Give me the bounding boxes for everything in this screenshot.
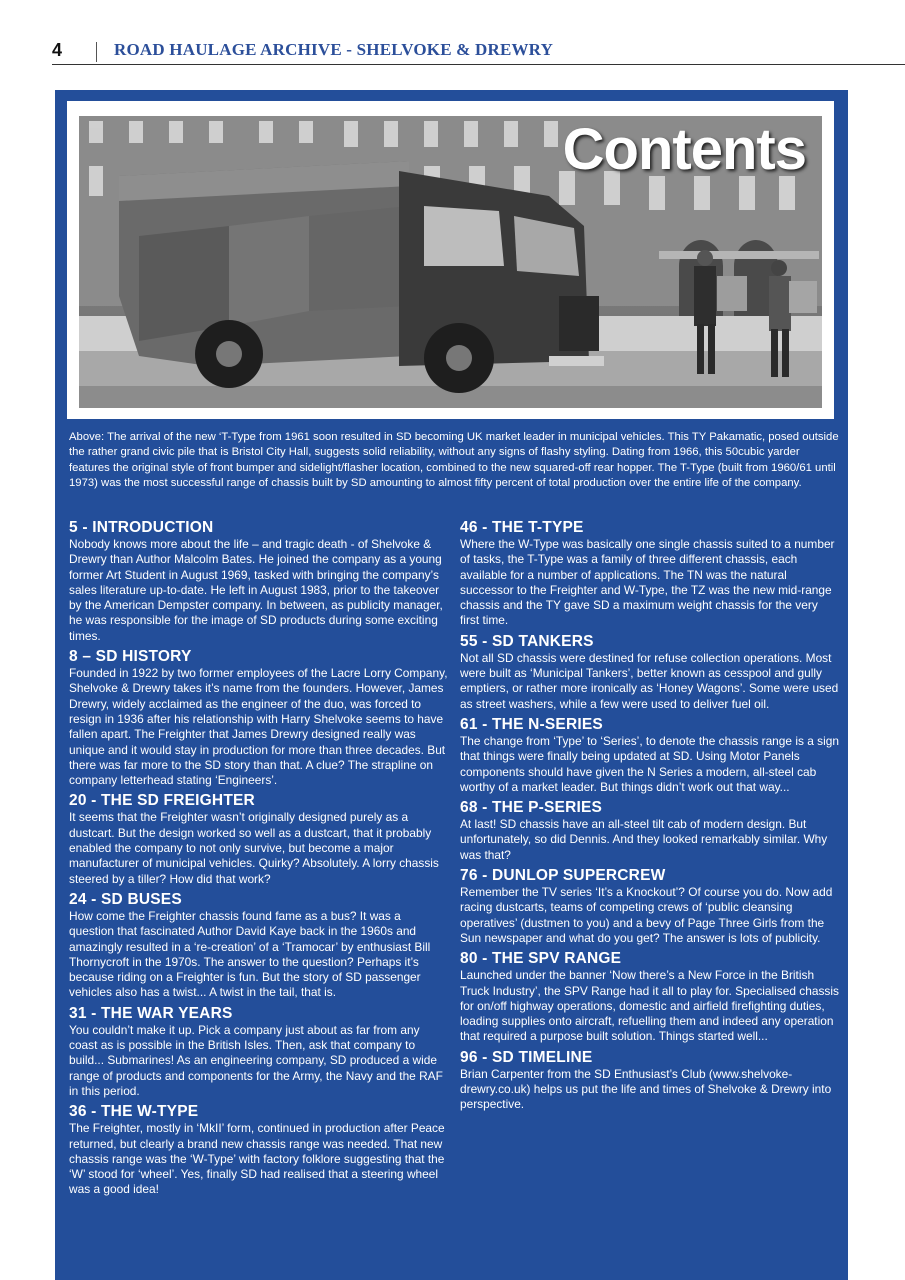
contents-entry	[69, 647, 449, 788]
running-title: ROAD HAULAGE ARCHIVE - SHELVOKE & DREWRY	[114, 40, 554, 59]
entry-heading: 36 - THE W-TYPE	[69, 1103, 199, 1121]
entry-heading: 68 - THE P-SERIES	[460, 799, 603, 817]
entry-text: How come the Freighter chassis found fame as a bus? It was a question that fascinated Author David Kaye back in the 1960s and amazingly resulted in a ‘re-creation’ of a ‘Tramocar’ by enthusiast Bill Thornycroft in the 1970s. The answer to the question? Perhaps it’s because riding on a Freighter is fun. But the story of SD passenger vehicles also has a twist... A twist in the tail, that is.	[69, 908, 431, 1000]
contents-left-column	[69, 518, 449, 1201]
entry-text: Where the W-Type was basically one single chassis suited to a number of tasks, the T-Type was a family of three different chassis, each available for a number of applications. The TN was the natural successor to the Freighter and W-Type, the TZ was the new mid-range chassis and the TY gave SD a maximum weight chassis for the very first time.	[460, 537, 835, 628]
entry-heading: 5 - INTRODUCTION	[69, 519, 214, 536]
hero-photo-frame	[67, 101, 834, 419]
entry-text: Launched under the banner ‘Now there’s a New Force in the British Truck Industry’, the SPV Range had it all to play for. Specialised chassis for on/off highway operations, domestic and airfield firefighting duties, loading supplies onto aircraft, refuelling them and indeed any operation that required a purpose built solution. Things started well...	[460, 968, 839, 1044]
entry-heading: 76 - DUNLOP SUPERCREW	[460, 867, 666, 885]
entry-heading: 61 - THE N-SERIES	[460, 715, 603, 733]
contents-right-column	[460, 518, 840, 1116]
entry-text: Brian Carpenter from the SD Enthusiast’s Club (www.shelvoke-drewry.co.uk) helps us put the life and times of Shelvoke & Drewry into perspective.	[460, 1066, 832, 1112]
contents-entry	[69, 1004, 449, 1099]
hero-photo	[79, 116, 822, 408]
contents-entry	[69, 890, 449, 1001]
contents-entry	[460, 518, 840, 629]
contents-entry	[460, 949, 840, 1044]
contents-entry	[460, 866, 840, 946]
page-number: 4	[52, 40, 63, 60]
contents-panel	[55, 90, 848, 1280]
contents-entry	[460, 632, 840, 712]
entry-text: Nobody knows more about the life – and tragic death - of Shelvoke & Drewry than Author Malcolm Bates. He joined the company as a young former Art Student in August 1969, tasked with bringing the company’s sales literature up-to-date. He left in August 1983, prior to the takeover by the American Dempster company. In between, as publicity manager, he was responsible for the image of SD products during some exciting times.	[69, 537, 443, 643]
entry-text: At last! SD chassis have an all-steel tilt cab of modern design. But unfortunately, so did Dennis. And they looked remarkably similar. Why was that?	[460, 817, 828, 862]
contents-entry	[460, 1048, 840, 1113]
entry-text: The change from ‘Type’ to ‘Series’, to denote the chassis range is a sign that things were finally being updated at SD. Using Motor Panels components should have given the N Series a modern, all-steel cab worthy of a market leader. But things didn’t work out that way...	[460, 733, 839, 794]
entry-text: You couldn’t make it up. Pick a company just about as far from any coast as is possible in the British Isles. Then, ask that company to build... Submarines! As an engineering company, SD produced a wide range of products and components for the Army, the Navy and the RAF in this period.	[69, 1022, 443, 1098]
entry-heading: 55 - SD TANKERS	[460, 632, 594, 650]
entry-heading: 24 - SD BUSES	[69, 890, 182, 908]
entry-text: The Freighter, mostly in ‘MkII’ form, continued in production after Peace returned, but clearly a brand new chassis range was needed. That new chassis range was the ‘W-Type’ with factory folklore suggesting that the ‘W’ stood for ‘wheel’. Yes, finally SD had realised that a steering wheel was a good idea!	[69, 1121, 445, 1197]
entry-heading: 20 - THE SD FREIGHTER	[69, 792, 255, 810]
entry-heading: 46 - THE T-TYPE	[460, 519, 584, 536]
contents-entry	[460, 798, 840, 863]
photo-caption: Above: The arrival of the new ‘T-Type from 1961 soon resulted in SD becoming UK market leader in municipal vehicles. This TY Pakamatic, posed outside the rather grand civic pile that is Bristol City Hall, suggests solid reliability, without any signs of flashy styling. Dating from 1966, this 50cubic yarder features the original style of front bumper and sidelight/flasher location, combined to the new squared-off rear hopper. The T-Type (built from 1960/61 until 1973) was the most successful range of chassis built by SD amounting to almost fifty percent of total production over the entire life of the company.	[69, 431, 839, 490]
entry-text: Remember the TV series ‘It’s a Knockout’? Of course you do. Now add racing dustcarts, teams of competing crews of ‘public cleansing operatives’ (dustmen to you) and a bevy of Page Three Girls from the Sun newspaper and what do you get? The answer is lots of publicity.	[460, 885, 833, 945]
contents-title: Contents	[562, 117, 806, 182]
contents-entry	[460, 715, 840, 795]
entry-heading: 80 - THE SPV RANGE	[460, 950, 622, 968]
contents-entry	[69, 791, 449, 886]
entry-text: Founded in 1922 by two former employees of the Lacre Lorry Company, Shelvoke & Drewry takes it’s name from the founders. However, James Drewry, widely acclaimed as the engineer of the duo, was forced to resign in 1936 after his relationship with Harry Shelvoke seems to have fallen apart. The Freighter that James Drewry designed really was unique and it would stay in production for more than three decades. But there was far more to the SD story than that. A clue? The strapline on company letterhead stating ‘Engineers’.	[69, 666, 448, 788]
header-divider	[96, 42, 97, 62]
entry-heading: 96 - SD TIMELINE	[460, 1048, 593, 1066]
entry-heading: 31 - THE WAR YEARS	[69, 1004, 233, 1022]
contents-entry	[69, 518, 449, 644]
contents-entry	[69, 1102, 449, 1197]
entry-text: Not all SD chassis were destined for refuse collection operations. Most were built as ‘Municipal Tankers’, better known as cesspool and gully emptiers, or rather more ironically as ‘Honey Wagons’. Some were used as street washers, while a few were used to deliver fuel oil.	[460, 650, 839, 711]
entry-heading: 8 – SD HISTORY	[69, 648, 192, 666]
entry-text: It seems that the Freighter wasn’t originally designed purely as a dustcart. But the design worked so well as a dustcart, that it probably enabled the company to not only survive, but become a major manufacturer of municipal vehicles. Quirky? Absolutely. A lorry chassis steered by a tiller? How did that work?	[69, 810, 439, 886]
page-header	[52, 38, 905, 65]
